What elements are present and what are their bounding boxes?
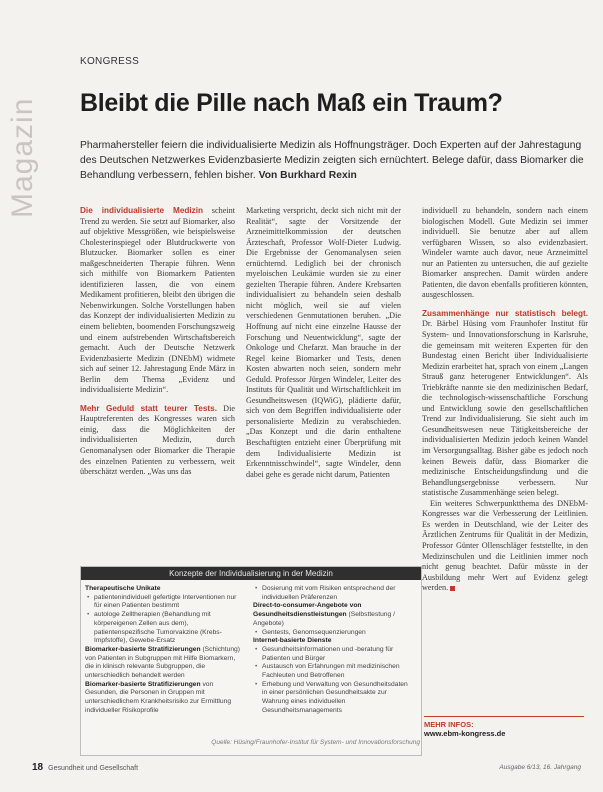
column-3 — [422, 206, 588, 594]
box-list-item: • Gesundheitsinformationen und -beratung für Patienten und Bürger — [253, 646, 413, 663]
issue-info: Ausgabe 6/13, 16. Jahrgang — [499, 764, 581, 771]
more-info-label: MEHR INFOS: — [424, 720, 474, 729]
box-heading: Direct-to-consumer-Angebote von Gesundheitsdienstleistungen — [253, 602, 362, 619]
column-1-paragraph-2 — [80, 404, 235, 478]
more-info — [424, 716, 584, 738]
box-list-item: • Austausch von Erfahrungen mit medizinischen Fachleuten und Betroffenen — [253, 663, 413, 680]
column-1-text-2: Die Hauptreferenten des Kongresses waren sich einig, dass die Möglichkeiten der individualisierten Medizin, durch Genomanalysen oder Biomarker die Therapie des einzelnen Patienten zu verbessern, weit überschätzt werden. „Was uns das — [80, 403, 235, 477]
lead-text: Pharmahersteller feiern die individualisierte Medizin als Hoffnungsträger. Doch Experten auf der Jahrestagung des Deutschen Netzwerkes Evidenzbasierte Medizin zeigten sich ernüchtert. Belege dafür, dass Biomarker die Behandlung verbessern, fehlen bisher. — [80, 140, 584, 181]
box-list-item: • autologe Zelltherapien (Behandlung mit körpereigenen Zellen aus dem), patientenspezifische Tumorvakzine (Krebs-Impfstoffe), Gewebe-Ersatz — [85, 611, 245, 646]
box-list-item: • patientenindividuell gefertigte Interventionen nur für einen Patienten bestimmt — [85, 594, 245, 611]
column-1 — [80, 206, 235, 478]
box-list-item: • Erhebung und Verwaltung von Gesundheitsdaten in einer persönlichen Gesundheitsakte zur Wahrung eines individuellen Gesundheitsmanagements — [253, 681, 413, 716]
box-text: (Schichtung) von Patienten in Subgruppen mit Hilfe Biomarkern, die in klinisch relevante Subgruppen, die unterschiedlich behandelt werden — [85, 645, 240, 680]
lead-author: Von Burkhard Rexin — [258, 170, 357, 181]
column-3-paragraph-2 — [422, 309, 588, 499]
info-box-title: Konzepte der Individualisierung in der Medizin — [81, 567, 421, 580]
page-number: 18 — [32, 762, 44, 773]
lead-paragraph — [80, 138, 585, 183]
info-box-right-column — [253, 585, 413, 716]
headline: Bleibt die Pille nach Maß ein Traum? — [80, 89, 503, 117]
side-label-text: Magazin — [6, 97, 39, 218]
publication-name: Gesundheit und Gesellschaft — [48, 765, 139, 772]
info-box — [80, 566, 422, 756]
box-heading: Biomarker-basierte Stratifizierungen — [85, 680, 201, 688]
column-3-paragraph-3 — [422, 499, 588, 594]
column-1-text-1: scheint Trend zu werden. Sie setzt auf Biomarker, also auf objektive Messgrößen, wie beispielsweise Cholesterinspiegel oder Blutdruckwerte von Blutzucker. Biomarker sollen es einer maßgeschneiderten Therapie führen. Wenn sich mithilfe von Biomarkern Patienten identifizieren lassen, die von einem Medikament profitieren, bleibt den übrigen die Nebenwirkungen. Solche Vorstellungen haben das Konzept der individualisierten Medizin zu einem beliebten, boomenden Forschungszweig und einem aufstrebenden Wirtschaftsbereich gemacht. Auch der Deutsche Netzwerk Evidenzbasierte Medizin (DNEbM) widmete sich auf seiner 12. Jahrestagung Ende März in Berlin dem Thema „Evidenz und individualisierte Medizin“. — [80, 206, 235, 395]
end-mark-icon — [450, 586, 455, 591]
column-3-text-1: individuell zu behandeln, sondern nach einem biologischen Modell. Gute Medizin sei immer individuell. Sie benutze aber auf allem verfügbaren Wissen, so also evidenzbasiert. Windeler warnte auch davor, neue Arzneimittel nur an Patienten zu untersuchen, die auf gezielte Biomarker ansprechen. Damit würden andere Patienten, die davon ebenfalls profitieren könnten, ausgeschlossen. — [422, 206, 588, 300]
box-heading: Therapeutische Unikate — [85, 585, 161, 592]
box-text: (Selbsttestung / Angebote) — [253, 611, 395, 627]
column-3-text-3: Ein weiteres Schwerpunktthema des DNEbM-Kongresses war die Verbesserung der Leitlinien. Es werden in Deutschland, wie der Leiter des Ärztlichen Zentrums für Qualität in der Medizin, Professor Günter Ollenschläger feststellte, in den Medizinschulen und die Leitlinien immer noch nicht genug beachtet. Dafür müsste in der Ausbildung mehr Wert auf Evidenz gelegt werden. — [422, 498, 588, 593]
subheading-geduld: Mehr Geduld statt teurer Tests. — [80, 403, 217, 413]
section-side-label — [2, 40, 42, 220]
box-heading: Biomarker-basierte Stratifizierungen — [85, 645, 201, 653]
column-2-text: Marketing verspricht, deckt sich nicht mit der Realität“, sagte der Vorsitzende der Arzneimittelkommission der deutschen Ärzteschaft, Professor Wolf-Dieter Ludwig. Die Ergebnisse der Genomanalysen seien ernüchternd. Lediglich bei der chronisch myeloischen Leukämie wurden sie zu einer gezielten Therapie führen. Andere Krebsarten individualisiert zu behandeln seien deshalb nicht möglich, weil sie auf vielen verschiedenen Genmutationen beruhen. „Die Hoffnung auf nicht eine einzelne Hausse der Forschung und Neuentwicklung“, sagte der Onkologe und Chefarzt. Man brauche in der Regel keine Biomarker und Tests, denen Kosten abwarten noch seien, sondern mehr Geduld. Professor Jürgen Windeler, Leiter des Instituts für Qualität und Wirtschaftlichkeit im Gesundheitswesen (IQWiG), plädierte dafür, sich von dem Begriffen individualisierte oder personalisierte Medizin zu verabschieden. „Das Konzept und die darin enthaltene Beschaftigten entzieht einer Überprüfung mit dem Individualisierte Medizin ist Erkenntnisschwindel“, sagte Windeler, denn dabei gehe es gerade nicht darum, Patienten — [246, 206, 401, 479]
column-1-paragraph-1 — [80, 206, 235, 396]
box-list-item: • Dosierung mit vom Risiken entsprechend der individuellen Präferenzen — [253, 585, 413, 602]
subheading-statistisch: Zusammenhänge nur statistisch belegt. — [422, 308, 588, 318]
box-source: Quelle: Hüsing/Fraunhofer-Institut für System- und Innovationsforschung — [211, 739, 420, 746]
box-text: von Gesunden, die Personen in Gruppen mit unterschiedlichem Krankheitsrisiko zur Ermittlung individueller Risikoprofile — [85, 680, 232, 714]
box-list-item: • Gentests, Genomsequenzierungen — [253, 629, 413, 638]
footer-left — [32, 762, 138, 773]
topic-label: KONGRESS — [80, 56, 140, 67]
column-3-text-2: Dr. Bärbel Hüsing vom Fraunhofer Institut für System- und Innovationsforschung in Karlsruhe, die gemeinsam mit weiteren Experten für den Bundestag einen Bericht über Individualisierte Medizin erarbeitet hat, sprach von einem „Langen Strauß ganz heterogener Entwicklungen“. Als Triebkräfte nannte sie den medizinischen Bedarf, die technologisch-wissenschaftliche Forschung und Entwicklung sowie den gesellschaftlichen Trend zur Individualisierung. Sie sieht auch im Gesundheitswesen neue Tätigkeitsbereiche der individualisierten Medizin jedoch keinen Wandel im Versorgungsalltag. Bisher gäbe es jedoch noch keinen Beweis dafür, dass Biomarker die medizinische Entscheidungsfindung und die Behandlungsergebnisse verbessern. Nur statistische Zusammenhänge seien belegt. — [422, 319, 588, 498]
box-heading: Internet-basierte Dienste — [253, 637, 332, 645]
more-info-link[interactable]: www.ebm-kongress.de — [424, 729, 506, 738]
info-box-left-column — [85, 585, 245, 716]
column-2 — [246, 206, 401, 480]
highlight-term: Die individualisierte Medizin — [80, 206, 204, 215]
